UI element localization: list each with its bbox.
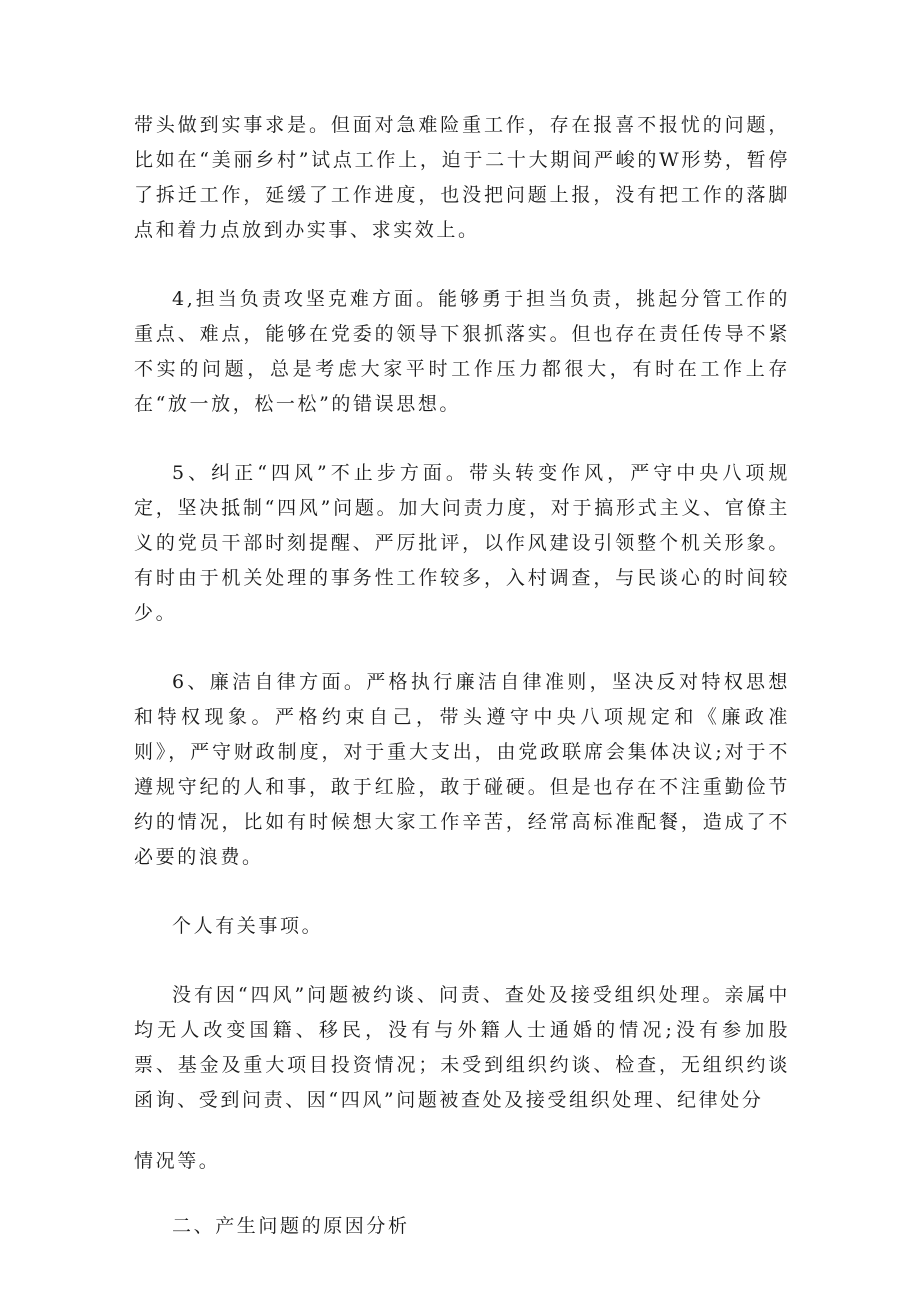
paragraph-item-5: 5、纠正“四风”不止步方面。带头转变作风，严守中央八项规定，坚决抵制“四风”问题。加大问责力度，对于搞形式主义、官僚主义的党员干部时刻提醒、严厉批评，以作风建设引领整个机关形象。有时由于机关处理的事务性工作较多，入村调查，与民谈心的时间较少。	[134, 462, 790, 624]
document-body	[134, 108, 790, 1244]
paragraph-personal-matters-heading: 个人有关事项。	[172, 915, 324, 937]
paragraph-continuation: 带头做到实事求是。但面对急难险重工作，存在报喜不报忧的问题，比如在“美丽乡村”试点工作上，迫于二十大期间严峻的W形势，暂停了拆迁工作，延缓了工作进度，也没把问题上报，没有把工作的落脚点和着力点放到办实事、求实效上。	[134, 114, 790, 241]
paragraph-personal-matters: 没有因“四风”问题被约谈、问责、查处及接受组织处理。亲属中均无人改变国籍、移民，没有与外籍人士通婚的情况;没有参加股票、基金及重大项目投资情况；未受到组织约谈、检查，无组织约谈函询、受到问责、因“四风”问题被查处及接受组织处理、纪律处分	[134, 984, 790, 1111]
paragraph-personal-matters-end: 情况等。	[134, 1150, 221, 1172]
section-heading-causes: 二、产生问题的原因分析	[172, 1215, 410, 1237]
paragraph-item-4: 4,担当负责攻坚克难方面。能够勇于担当负责，挑起分管工作的重点、难点，能够在党委的领导下狠抓落实。但也存在责任传导不紧不实的问题，总是考虑大家平时工作压力都很大，有时在工作上存在“放一放，松一松”的错误思想。	[134, 288, 790, 415]
paragraph-item-6: 6、廉洁自律方面。严格执行廉洁自律准则，坚决反对特权思想和特权现象。严格约束自己，带头遵守中央八项规定和《廉政准则》，严守财政制度，对于重大支出，由党政联席会集体决议;对于不遵规守纪的人和事，敢于红脸，敢于碰硬。但是也存在不注重勤俭节约的情况，比如有时候想大家工作辛苦，经常高标准配餐，造成了不必要的浪费。	[134, 671, 790, 868]
